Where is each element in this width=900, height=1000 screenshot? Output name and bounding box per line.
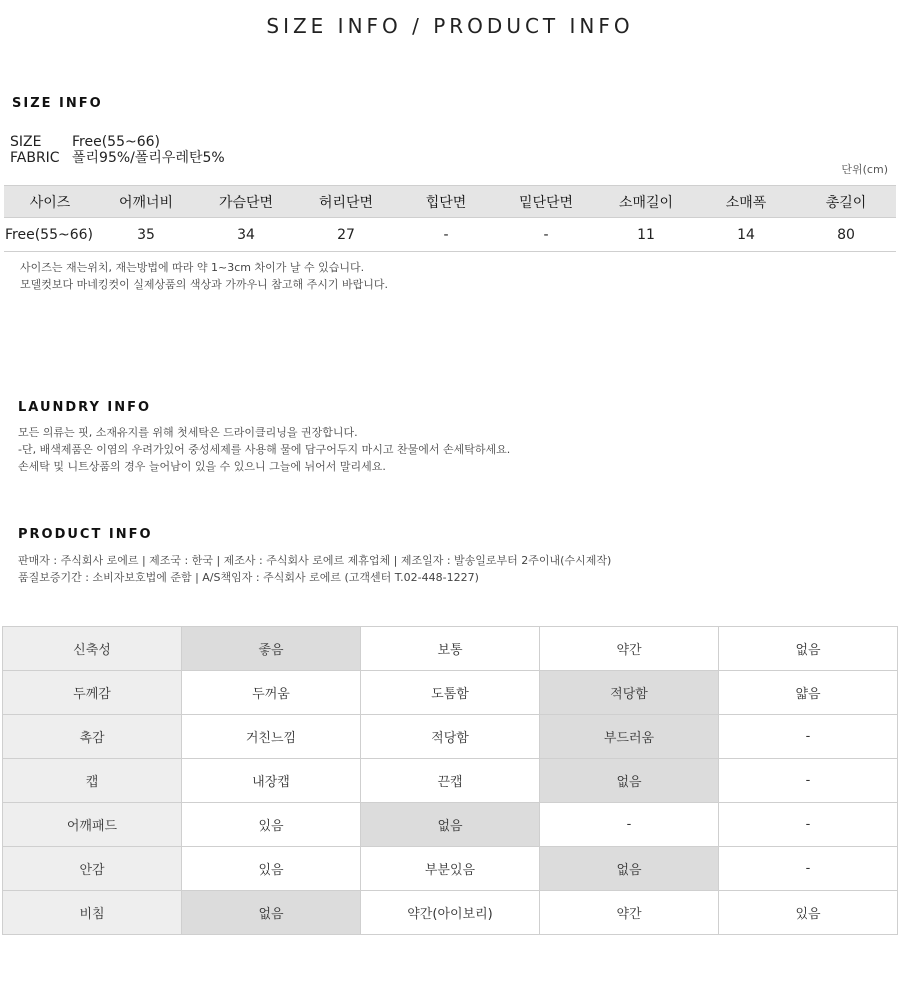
size-value: Free(55~66) xyxy=(72,134,160,150)
property-label: 촉감 xyxy=(3,715,182,759)
product-info-heading: PRODUCT INFO xyxy=(18,527,153,542)
column-header: 힙단면 xyxy=(396,186,496,218)
table-cell: Free(55~66) xyxy=(4,218,96,252)
size-meta xyxy=(10,134,225,166)
property-option: - xyxy=(719,715,898,759)
fabric-property-row xyxy=(3,847,898,891)
fabric-value: 폴리95%/폴리우레탄5% xyxy=(72,150,225,166)
size-info-heading: SIZE INFO xyxy=(12,96,103,111)
fabric-property-row xyxy=(3,671,898,715)
page-title: SIZE INFO / PRODUCT INFO xyxy=(266,14,634,38)
table-cell: - xyxy=(396,218,496,252)
fabric-property-row xyxy=(3,627,898,671)
property-option: 없음 xyxy=(719,627,898,671)
size-notes xyxy=(20,259,388,293)
property-option: - xyxy=(719,759,898,803)
column-header: 총길이 xyxy=(796,186,896,218)
size-meta-row xyxy=(10,134,225,150)
table-cell: 27 xyxy=(296,218,396,252)
property-label: 두께감 xyxy=(3,671,182,715)
fabric-properties-table xyxy=(2,626,898,935)
property-option-selected: 없음 xyxy=(540,759,719,803)
laundry-info-heading: LAUNDRY INFO xyxy=(18,400,152,415)
property-label: 안감 xyxy=(3,847,182,891)
property-option: 끈캡 xyxy=(361,759,540,803)
fabric-property-row xyxy=(3,715,898,759)
property-option: 있음 xyxy=(719,891,898,935)
property-option: 보통 xyxy=(361,627,540,671)
unit-label: 단위(cm) xyxy=(841,163,888,176)
laundry-notes xyxy=(18,424,510,475)
table-cell: 35 xyxy=(96,218,196,252)
size-table-header xyxy=(4,186,896,218)
fabric-property-row xyxy=(3,803,898,847)
fabric-label: FABRIC xyxy=(10,150,60,166)
property-option: 있음 xyxy=(182,803,361,847)
laundry-line: 손세탁 및 니트상품의 경우 늘어남이 있을 수 있으니 그늘에 뉘어서 말리세요. xyxy=(18,460,386,473)
property-option-selected: 없음 xyxy=(182,891,361,935)
property-option: 약간 xyxy=(540,891,719,935)
property-option: 도톰함 xyxy=(361,671,540,715)
column-header: 어깨너비 xyxy=(96,186,196,218)
size-table xyxy=(4,185,896,252)
table-cell: 11 xyxy=(596,218,696,252)
fabric-property-row xyxy=(3,891,898,935)
property-label: 캡 xyxy=(3,759,182,803)
property-option-selected: 없음 xyxy=(361,803,540,847)
property-option: 내장캡 xyxy=(182,759,361,803)
table-cell: 14 xyxy=(696,218,796,252)
product-line: 판매자 : 주식회사 로에르 | 제조국 : 한국 | 제조사 : 주식회사 로에르 제휴업체 | 제조일자 : 발송일로부터 2주이내(수시제작) xyxy=(18,554,612,567)
column-header: 밑단단면 xyxy=(496,186,596,218)
property-option: - xyxy=(719,803,898,847)
property-option: 있음 xyxy=(182,847,361,891)
column-header: 허리단면 xyxy=(296,186,396,218)
property-option: - xyxy=(719,847,898,891)
fabric-meta-row xyxy=(10,150,225,166)
table-cell: - xyxy=(496,218,596,252)
property-option-selected: 없음 xyxy=(540,847,719,891)
product-line: 품질보증기간 : 소비자보호법에 준함 | A/S책임자 : 주식회사 로에르 (고객센터 T.02-448-1227) xyxy=(18,571,479,584)
size-note: 사이즈는 재는위치, 재는방법에 따라 약 1~3cm 차이가 날 수 있습니다. xyxy=(20,261,365,274)
property-label: 신축성 xyxy=(3,627,182,671)
property-option-selected: 부드러움 xyxy=(540,715,719,759)
table-cell: 80 xyxy=(796,218,896,252)
laundry-line: 모든 의류는 핏, 소재유지를 위해 첫세탁은 드라이클리닝을 권장합니다. xyxy=(18,426,358,439)
property-option-selected: 적당함 xyxy=(540,671,719,715)
property-option: 약간 xyxy=(540,627,719,671)
product-notes xyxy=(18,552,611,586)
property-option: - xyxy=(540,803,719,847)
column-header: 사이즈 xyxy=(4,186,96,218)
laundry-line: -단, 배색제품은 이염의 우려가있어 중성세제를 사용해 물에 담구어두지 마시고 찬물에서 손세탁하세요. xyxy=(18,443,511,456)
column-header: 가슴단면 xyxy=(196,186,296,218)
fabric-property-row xyxy=(3,759,898,803)
property-label: 어깨패드 xyxy=(3,803,182,847)
property-option: 거친느낌 xyxy=(182,715,361,759)
property-option: 부분있음 xyxy=(361,847,540,891)
size-label: SIZE xyxy=(10,134,42,150)
property-option: 적당함 xyxy=(361,715,540,759)
property-option-selected: 좋음 xyxy=(182,627,361,671)
property-option: 얇음 xyxy=(719,671,898,715)
table-row xyxy=(4,218,896,252)
column-header: 소매길이 xyxy=(596,186,696,218)
size-note: 모델컷보다 마네킹컷이 실제상품의 색상과 가까우니 참고해 주시기 바랍니다. xyxy=(20,278,389,291)
table-cell: 34 xyxy=(196,218,296,252)
property-option: 약간(아이보리) xyxy=(361,891,540,935)
column-header: 소매폭 xyxy=(696,186,796,218)
property-label: 비침 xyxy=(3,891,182,935)
property-option: 두꺼움 xyxy=(182,671,361,715)
